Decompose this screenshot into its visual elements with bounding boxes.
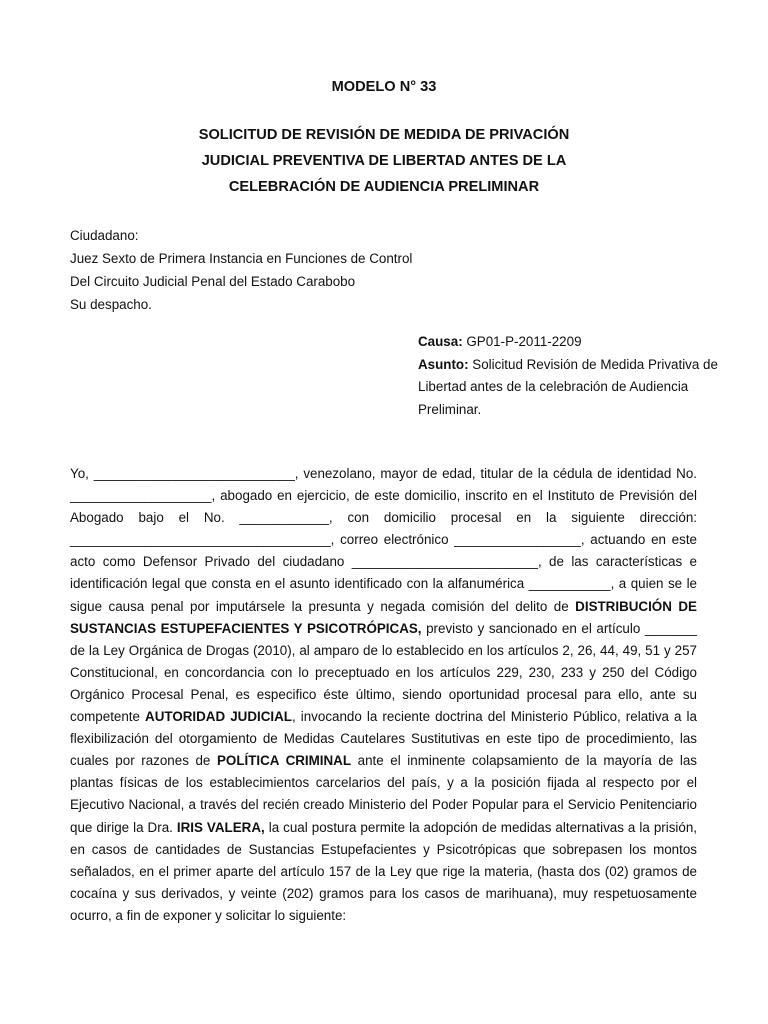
body-text-run: la cual postura permite la adopción de medidas alternativas a la prisión, en casos de cantidades de Sustancias Estupefacientes y Psicotrópicas que sobrepasen los montos señalados, en el primer aparte del artículo 157 de la Ley que rige la materia, (hasta dos (02) gramos de cocaína y sus derivados, y veinte (202) gramos para los casos de marihuana), muy respetuosamente ocurro, a fin de exponer y solicitar lo siguiente: [70, 819, 697, 923]
causa-value: GP01-P-2011-2209 [462, 334, 582, 349]
asunto-value: Solicitud Revisión de Medida Privativa de Libertad antes de la celebración de Audiencia Preliminar. [418, 356, 718, 417]
document-title-line: JUDICIAL PREVENTIVA DE LIBERTAD ANTES DE LA [201, 153, 567, 169]
document-title [0, 122, 768, 200]
body-text-run: ante el inminente colapsamiento de la mayoría de las plantas físicas de los establecimientos carcelarios del país, y a la posición fijada al respecto por el Ejecutivo Nacional, a través del recién creado Ministerio del Poder Popular para el Servicio Penitenciario que dirige la Dra. [70, 753, 697, 835]
addressee-line: Ciudadano: [70, 228, 139, 243]
body-text-run: , invocando la reciente doctrina del Ministerio Público, relativa a la flexibilización del otorgamiento de Medidas Cautelares Sustitutivas en este tipo de procedimiento, las cuales por razones de [70, 709, 697, 769]
body-text-run: previsto y sancionado en el artículo _______ de la Ley Orgánica de Drogas (2010), al amparo de lo establecido en los artículos 2, 26, 44, 49, 51 y 257 Constitucional, en concordancia con lo preceptuado en los artículos 229, 230, 233 y 250 del Código Orgánico Procesal Penal, es especifico éste último, siendo oportunidad procesal para ello, ante su competente [70, 620, 697, 725]
causa-label: Causa: [418, 334, 463, 349]
body-bold-run: IRIS VALERA, [176, 819, 265, 835]
asunto-line [418, 354, 718, 422]
document-title-line: CELEBRACIÓN DE AUDIENCIA PRELIMINAR [228, 179, 540, 195]
model-number-title: MODELO N° 33 [331, 79, 437, 95]
body-text-run: Yo, ___________________________, venezolano, mayor de edad, titular de la cédula de identidad No. ___________________, abogado en ejercicio, de este domicilio, inscrito en el Instituto de Previsión del Abogado bajo el No. ____________, con domicilio procesal en la siguiente dirección: ___________________________________, correo electrónico _________________, actuando en este acto como Defensor Privado del ciudadano _________________________, de las características e identificación legal que consta en el asunto identificado con la alfanumérica ___________, a quien se le sigue causa penal por imputársele la presunta y negada comisión del delito de [70, 466, 697, 614]
addressee-line: Su despacho. [70, 297, 152, 312]
case-reference-block [418, 331, 718, 421]
body-bold-run: AUTORIDAD JUDICIAL [145, 709, 292, 725]
addressee-block [70, 224, 412, 316]
causa-line [418, 331, 718, 354]
addressee-line: Juez Sexto de Primera Instancia en Funciones de Control [70, 251, 413, 266]
addressee-line: Del Circuito Judicial Penal del Estado Carabobo [70, 274, 356, 289]
body-bold-run: POLÍTICA CRIMINAL [216, 753, 352, 769]
document-title-line: SOLICITUD DE REVISIÓN DE MEDIDA DE PRIVACIÓN [198, 127, 570, 143]
body-paragraph [70, 463, 697, 927]
body-bold-run: DISTRIBUCIÓN DE SUSTANCIAS ESTUPEFACIENTES Y PSICOTRÓPICAS, [70, 598, 697, 636]
asunto-label: Asunto: [418, 356, 469, 372]
